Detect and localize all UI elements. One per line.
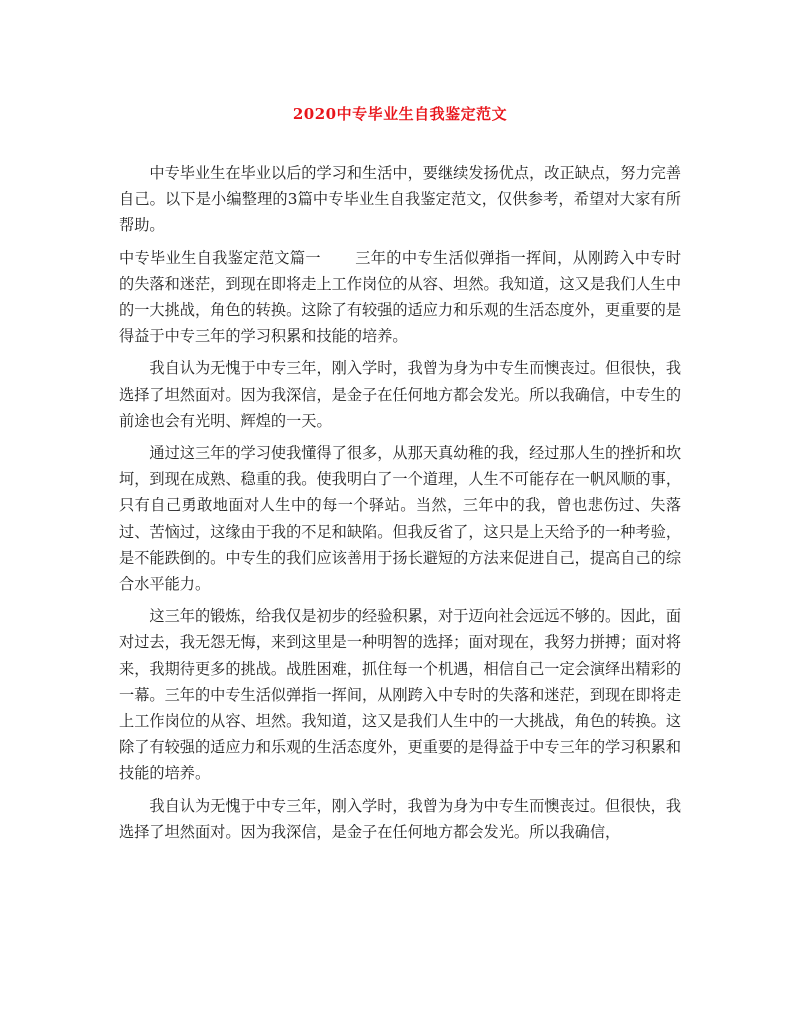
- body-paragraph-4: 这三年的锻炼，给我仅是初步的经验积累，对于迈向社会远远不够的。因此，面对过去，我无怨无悔，来到这里是一种明智的选择；面对现在，我努力拼搏；面对将来，我期待更多的挑战。战胜困难，抓住每一个机遇，相信自己一定会演绎出精彩的一幕。三年的中专生活似弹指一挥间，从刚跨入中专时的失落和迷茫，到现在即将走上工作岗位的从容、坦然。我知道，这又是我们人生中的一大挑战，角色的转换。这除了有较强的适应力和乐观的生活态度外，更重要的是得益于中专三年的学习积累和技能的培养。: [119, 607, 681, 783]
- body-paragraph-2: 我自认为无愧于中专三年，刚入学时，我曾为身为中专生而懊丧过。但很快，我选择了坦然面对。因为我深信，是金子在任何地方都会发光。所以我确信，中专生的前途也会有光明、辉煌的一天。: [119, 359, 681, 430]
- document-title: 2020中专毕业生自我鉴定范文: [292, 105, 508, 123]
- body-paragraph-5: 我自认为无愧于中专三年，刚入学时，我曾为身为中专生而懊丧过。但很快，我选择了坦然面对。因为我深信，是金子在任何地方都会发光。所以我确信，: [119, 796, 681, 841]
- intro-paragraph: 中专毕业生在毕业以后的学习和生活中，要继续发扬优点，改正缺点，努力完善自己。以下是小编整理的3篇中专毕业生自我鉴定范文，仅供参考，希望对大家有所帮助。: [119, 164, 681, 235]
- section-heading: 中专毕业生自我鉴定范文篇一: [119, 248, 321, 267]
- section-one-paragraph: [119, 245, 681, 350]
- body-paragraph-3: 通过这三年的学习使我懂得了很多，从那天真幼稚的我，经过那人生的挫折和坎坷，到现在成熟、稳重的我。使我明白了一个道理，人生不可能存在一帆风顺的事，只有自己勇敢地面对人生中的每一个驿站。当然，三年中的我，曾也悲伤过、失落过、苦恼过，这缘由于我的不足和缺陷。但我反省了，这只是上天给予的一种考验，是不能跌倒的。中专生的我们应该善用于扬长避短的方法来促进自己，提高自己的综合水平能力。: [119, 444, 681, 594]
- body-paragraph-1: 三年的中专生活似弹指一挥间，从刚跨入中专时的失落和迷茫，到现在即将走上工作岗位的从容、坦然。我知道，这又是我们人生中的一大挑战，角色的转换。这除了有较强的适应力和乐观的生活态度外，更重要的是得益于中专三年的学习积累和技能的培养。: [119, 248, 682, 346]
- document-body: [119, 160, 681, 851]
